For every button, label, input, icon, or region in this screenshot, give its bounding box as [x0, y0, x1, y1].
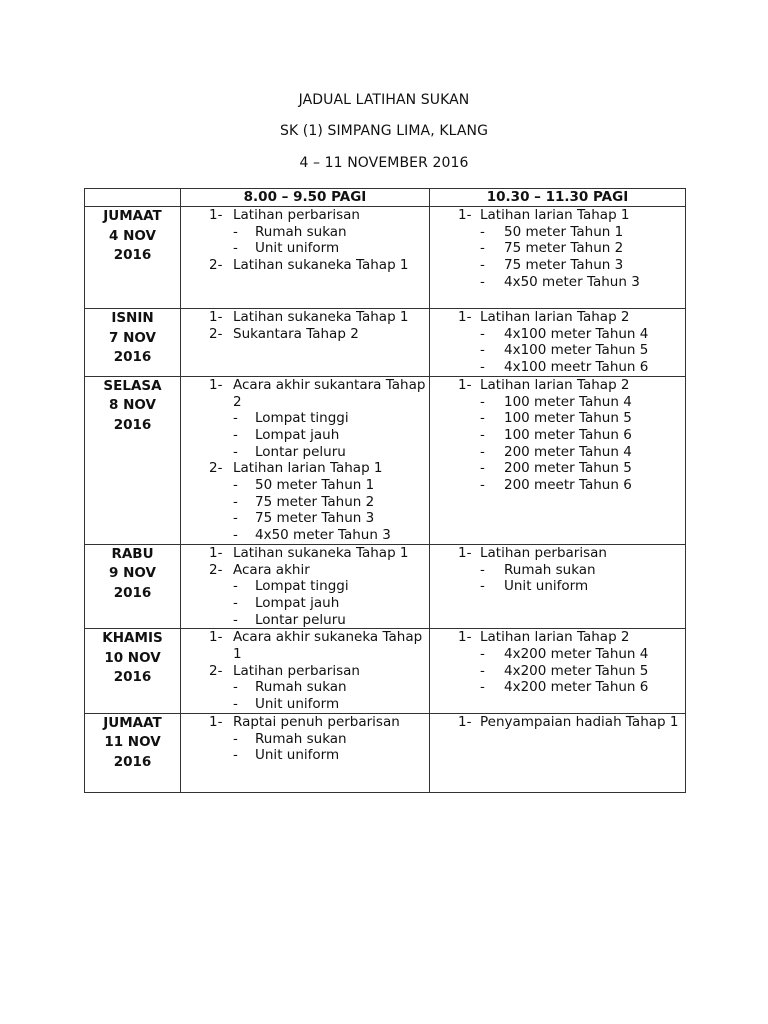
sub-item-text: Lompat jauh	[255, 594, 340, 611]
day-date: 10 NOV	[104, 649, 161, 666]
morning-list	[181, 207, 429, 274]
sub-item	[181, 224, 429, 241]
sub-list	[233, 224, 429, 257]
sub-item-text: 4x100 meter Tahun 5	[504, 342, 649, 359]
sub-item-text: 200 meter Tahun 5	[504, 460, 632, 477]
sub-item-text: 4x100 meetr Tahun 6	[504, 359, 649, 376]
day-cell	[85, 207, 181, 309]
table-row	[85, 544, 686, 629]
dash-bullet: -	[480, 223, 485, 240]
dash-bullet: -	[233, 410, 238, 427]
day-name: JUMAAT	[103, 208, 162, 224]
morning-item	[181, 460, 429, 544]
late-item	[430, 207, 685, 291]
item-text: Latihan larian Tahap 2	[480, 309, 630, 325]
item-text: Latihan perbarisan	[233, 662, 360, 679]
item-text: Acara akhir	[233, 561, 310, 578]
sub-list	[233, 679, 429, 712]
morning-item	[181, 309, 429, 326]
dash-bullet: -	[480, 325, 485, 342]
dash-bullet: -	[233, 747, 238, 764]
day-name: SELASA	[103, 377, 162, 394]
item-text: Acara akhir sukaneka Tahap 1	[233, 629, 423, 663]
dash-bullet: -	[233, 696, 238, 713]
late-session-cell	[430, 376, 686, 544]
morning-item	[181, 714, 429, 764]
sub-item	[181, 527, 429, 544]
day-name: ISNIN	[111, 310, 154, 326]
late-session-cell	[430, 207, 686, 309]
item-text: Latihan sukaneka Tahap 1	[233, 257, 409, 274]
day-name: KHAMIS	[102, 630, 163, 647]
sub-item	[430, 663, 685, 680]
sub-item-text: 4x50 meter Tahun 3	[504, 273, 640, 290]
day-date: 4 NOV	[109, 227, 156, 244]
sub-item-text: 50 meter Tahun 1	[504, 223, 624, 240]
sub-list	[233, 731, 429, 764]
morning-list	[181, 309, 429, 342]
morning-item	[181, 629, 429, 662]
sub-list	[480, 394, 685, 494]
dash-bullet: -	[233, 426, 238, 443]
sub-item	[181, 612, 429, 629]
sub-item-text: 200 meter Tahun 4	[504, 443, 632, 460]
schedule-table	[84, 188, 686, 793]
late-list	[430, 545, 685, 595]
morning-item	[181, 257, 429, 274]
sub-item-text: 4x200 meter Tahun 6	[504, 679, 649, 696]
item-text: Latihan larian Tahap 2	[480, 376, 630, 393]
morning-session-cell	[181, 376, 430, 544]
item-text: Latihan larian Tahap 1	[233, 460, 383, 477]
sub-item	[181, 510, 429, 527]
item-number: 1-	[209, 544, 223, 561]
morning-item	[181, 326, 429, 343]
date-range: 4 – 11 NOVEMBER 2016	[299, 155, 469, 171]
item-number: 1-	[209, 713, 223, 730]
sub-item-text: Unit uniform	[255, 696, 340, 713]
late-list	[430, 377, 685, 494]
sub-item	[181, 679, 429, 696]
sub-item	[430, 257, 685, 274]
sub-item-text: 75 meter Tahun 2	[504, 240, 624, 257]
item-number: 1-	[458, 207, 472, 223]
late-session-cell	[430, 629, 686, 714]
sub-list	[233, 410, 429, 460]
item-number: 1-	[458, 713, 472, 730]
item-text: Latihan larian Tahap 2	[480, 629, 630, 646]
morning-item	[181, 562, 429, 629]
item-number: 1-	[209, 376, 223, 393]
dash-bullet: -	[480, 393, 485, 410]
table-row	[85, 207, 686, 309]
day-year: 2016	[113, 753, 152, 770]
dash-bullet: -	[233, 443, 238, 460]
item-number: 2-	[209, 460, 223, 477]
day-cell	[85, 309, 181, 377]
dash-bullet: -	[233, 477, 238, 494]
sub-list	[480, 224, 685, 291]
late-list	[430, 714, 685, 731]
morning-session-cell	[181, 309, 430, 377]
day-year: 2016	[113, 584, 152, 601]
item-number: 1-	[209, 207, 223, 223]
dash-bullet: -	[233, 240, 238, 257]
morning-list	[181, 545, 429, 629]
late-session-cell	[430, 544, 686, 629]
dash-bullet: -	[233, 730, 238, 747]
morning-item	[181, 207, 429, 257]
day-date: 7 NOV	[109, 329, 156, 346]
late-item	[430, 545, 685, 595]
morning-session-cell	[181, 207, 430, 309]
sub-item-text: Rumah sukan	[504, 561, 596, 578]
morning-session-cell	[181, 629, 430, 714]
dash-bullet: -	[233, 594, 238, 611]
item-number: 1-	[458, 309, 472, 325]
dash-bullet: -	[480, 410, 485, 427]
dash-bullet: -	[233, 578, 238, 595]
sub-item	[430, 578, 685, 595]
item-number: 1-	[458, 544, 472, 561]
sub-item	[430, 444, 685, 461]
item-text: Penyampaian hadiah Tahap 1	[480, 713, 679, 730]
dash-bullet: -	[480, 342, 485, 359]
sub-item	[430, 460, 685, 477]
sub-item	[181, 696, 429, 713]
sub-item-text: Unit uniform	[255, 240, 340, 257]
item-text: Raptai penuh perbarisan	[233, 713, 400, 730]
dash-bullet: -	[233, 493, 238, 510]
morning-item	[181, 377, 429, 461]
item-text: Latihan sukaneka Tahap 1	[233, 544, 409, 561]
late-item	[430, 309, 685, 376]
sub-item-text: Rumah sukan	[255, 730, 347, 747]
dash-bullet: -	[233, 223, 238, 240]
late-list	[430, 309, 685, 376]
day-cell	[85, 713, 181, 792]
sub-item-text: Lompat jauh	[255, 426, 340, 443]
sub-list	[233, 477, 429, 544]
sub-item-text: Lontar peluru	[255, 611, 346, 628]
dash-bullet: -	[480, 646, 485, 663]
sub-item-text: Lompat tinggi	[255, 410, 349, 427]
sub-item-text: 100 meter Tahun 5	[504, 410, 632, 427]
item-number: 1-	[458, 629, 472, 646]
dash-bullet: -	[480, 679, 485, 696]
sub-item	[430, 394, 685, 411]
sub-item-text: 200 meetr Tahun 6	[504, 477, 632, 494]
morning-list	[181, 629, 429, 713]
table-header-row	[85, 189, 686, 207]
sub-item-text: 75 meter Tahun 3	[504, 257, 624, 274]
dash-bullet: -	[480, 240, 485, 257]
dash-bullet: -	[480, 273, 485, 290]
sub-item	[430, 562, 685, 579]
sub-list	[480, 562, 685, 595]
sub-item	[430, 427, 685, 444]
sub-item	[430, 224, 685, 241]
late-list	[430, 207, 685, 291]
sub-item	[430, 342, 685, 359]
table-row	[85, 376, 686, 544]
day-year: 2016	[113, 247, 152, 263]
item-text: Latihan perbarisan	[480, 544, 607, 561]
morning-list	[181, 714, 429, 764]
day-cell	[85, 544, 181, 629]
sub-item-text: 75 meter Tahun 2	[255, 493, 375, 510]
dash-bullet: -	[480, 426, 485, 443]
day-cell	[85, 376, 181, 544]
sub-list	[233, 578, 429, 628]
late-item	[430, 629, 685, 696]
late-session-cell	[430, 713, 686, 792]
dash-bullet: -	[233, 510, 238, 527]
table-row	[85, 629, 686, 714]
item-number: 2-	[209, 662, 223, 679]
sub-item-text: 75 meter Tahun 3	[255, 510, 375, 527]
late-list	[430, 629, 685, 696]
sub-item-text: 50 meter Tahun 1	[255, 477, 375, 494]
sub-item-text: 4x200 meter Tahun 4	[504, 646, 649, 663]
header-late-session: 10.30 – 11.30 PAGI	[430, 189, 686, 207]
sub-item-text: 100 meter Tahun 6	[504, 426, 632, 443]
dash-bullet: -	[480, 477, 485, 494]
sub-item-text: Rumah sukan	[255, 679, 347, 696]
morning-item	[181, 663, 429, 713]
sub-item-text: Unit uniform	[504, 578, 589, 595]
day-name: RABU	[111, 545, 154, 562]
sub-item	[430, 359, 685, 376]
day-date: 11 NOV	[104, 734, 161, 751]
dash-bullet: -	[480, 359, 485, 376]
sub-item	[430, 274, 685, 291]
morning-list	[181, 377, 429, 544]
dash-bullet: -	[480, 460, 485, 477]
sub-item-text: Lompat tinggi	[255, 578, 349, 595]
sub-item-text: 4x100 meter Tahun 4	[504, 325, 649, 342]
item-text: Latihan larian Tahap 1	[480, 207, 630, 223]
sub-item	[430, 646, 685, 663]
dash-bullet: -	[233, 679, 238, 696]
day-year: 2016	[113, 416, 152, 433]
dash-bullet: -	[480, 662, 485, 679]
day-cell	[85, 629, 181, 714]
item-number: 1-	[458, 376, 472, 393]
late-session-cell	[430, 309, 686, 377]
sub-item	[181, 731, 429, 748]
sub-list	[480, 326, 685, 376]
table-row	[85, 309, 686, 377]
item-text: Latihan perbarisan	[233, 207, 360, 223]
sub-item-text: Unit uniform	[255, 747, 340, 764]
sub-item-text: 4x50 meter Tahun 3	[255, 527, 391, 544]
sub-item	[181, 595, 429, 612]
item-text: Latihan sukaneka Tahap 1	[233, 309, 409, 325]
day-year: 2016	[113, 669, 152, 686]
morning-item	[181, 545, 429, 562]
sub-item	[181, 444, 429, 461]
sub-item	[430, 477, 685, 494]
sub-list	[480, 646, 685, 696]
sub-item	[181, 427, 429, 444]
dash-bullet: -	[480, 578, 485, 595]
late-item	[430, 377, 685, 494]
day-date: 8 NOV	[109, 397, 156, 414]
sub-item	[430, 326, 685, 343]
item-number: 2-	[209, 561, 223, 578]
sub-item-text: Rumah sukan	[255, 223, 347, 240]
sub-item-text: 100 meter Tahun 4	[504, 393, 632, 410]
sub-item	[181, 578, 429, 595]
day-year: 2016	[113, 349, 152, 365]
sub-item	[181, 240, 429, 257]
sub-item	[181, 477, 429, 494]
dash-bullet: -	[233, 611, 238, 628]
dash-bullet: -	[480, 443, 485, 460]
sub-item	[430, 240, 685, 257]
sub-item	[430, 410, 685, 427]
table-row	[85, 713, 686, 792]
sub-item	[181, 494, 429, 511]
morning-session-cell	[181, 544, 430, 629]
item-text: Acara akhir sukantara Tahap 2	[233, 376, 426, 410]
morning-session-cell	[181, 713, 430, 792]
sub-item	[181, 410, 429, 427]
school-name: SK (1) SIMPANG LIMA, KLANG	[279, 123, 489, 139]
document-title: JADUAL LATIHAN SUKAN	[298, 92, 470, 108]
header-morning-session: 8.00 – 9.50 PAGI	[181, 189, 430, 207]
day-name: JUMAAT	[103, 714, 162, 731]
item-number: 2-	[209, 325, 223, 342]
late-item	[430, 714, 685, 731]
item-number: 2-	[209, 257, 223, 274]
dash-bullet: -	[480, 257, 485, 274]
item-number: 1-	[209, 309, 223, 325]
sub-item	[430, 679, 685, 696]
header-day	[85, 189, 181, 207]
sub-item-text: 4x200 meter Tahun 5	[504, 662, 649, 679]
sub-item	[181, 747, 429, 764]
item-text: Sukantara Tahap 2	[233, 325, 359, 342]
sub-item-text: Lontar peluru	[255, 443, 346, 460]
dash-bullet: -	[480, 561, 485, 578]
day-date: 9 NOV	[109, 565, 156, 582]
item-number: 1-	[209, 629, 223, 646]
dash-bullet: -	[233, 527, 238, 544]
